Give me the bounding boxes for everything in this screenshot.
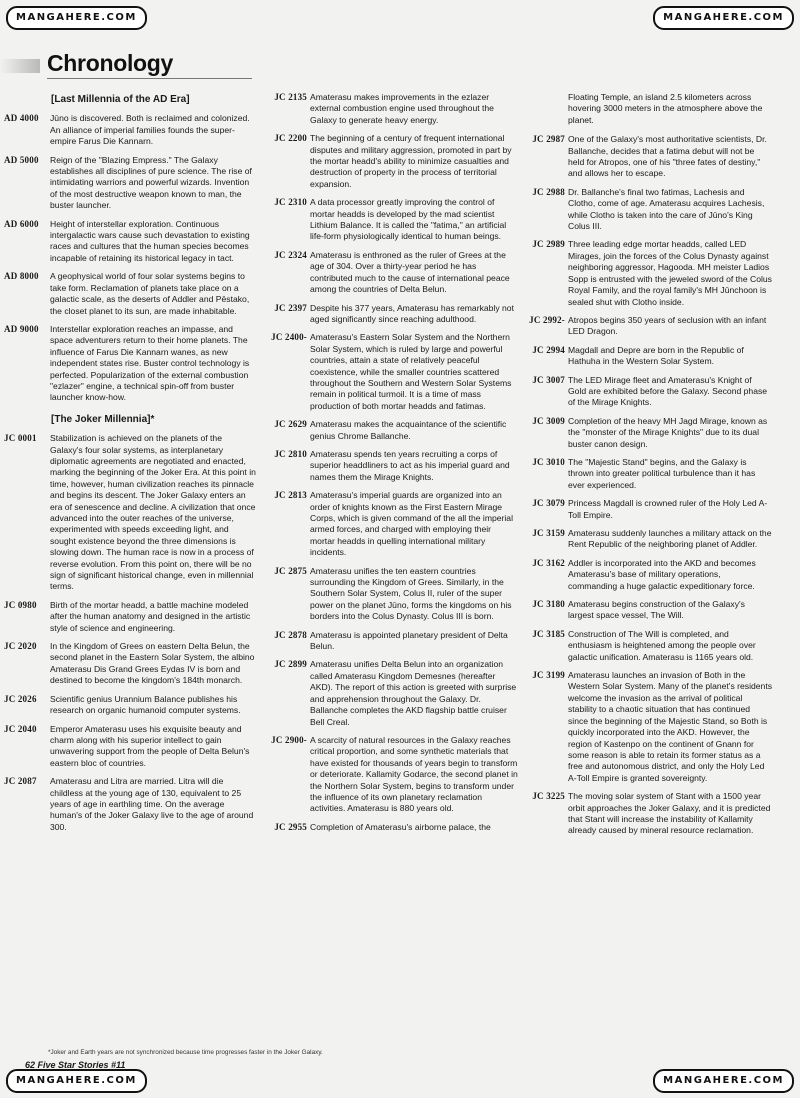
timeline-entry	[4, 271, 256, 317]
entry-year: JC 2989	[532, 239, 565, 250]
entry-year: JC 2813	[274, 490, 307, 501]
entry-year: JC 2875	[274, 565, 307, 576]
entry-text: The moving solar system of Stant with a 1500 year orbit approaches the Joker Galaxy, and it is predicted that Stant will increase the instability of Kallamity already caused by mineral resource reclamation.	[568, 791, 771, 836]
entry-year: JC 2992-	[529, 314, 565, 325]
entry-text: Amaterasu's imperial guards are organized into an order of knights known as the First Eastern Mirage Corps, which is given command of the all the imperial armed forces, and charged with employing their mortar headds in quelling international military incidents.	[310, 490, 513, 558]
watermark-bottom-right: MANGAHERE.COM	[653, 1069, 794, 1093]
entry-text: The beginning of a century of frequent international disputes and military aggression, promoted in part by the mortar headd's ability to minimize casualties and destruction of property in the process of territorial expansion.	[310, 133, 512, 189]
entry-year: AD 8000	[4, 271, 39, 282]
entry-year: JC 2900-	[271, 734, 307, 745]
timeline-entry	[262, 449, 518, 483]
entry-year: JC 0001	[4, 433, 37, 444]
timeline-entry	[520, 670, 772, 784]
entry-year: JC 2994	[532, 344, 565, 355]
entry-year: JC 2987	[532, 134, 565, 145]
timeline-entry	[4, 324, 256, 404]
title-block	[0, 50, 252, 80]
timeline-entry	[4, 600, 256, 634]
section-heading-jc: [The Joker Millennia]*	[51, 413, 155, 425]
entry-year: AD 5000	[4, 154, 39, 165]
page-title: Chronology	[47, 50, 174, 76]
timeline-entry	[262, 735, 518, 815]
entry-text: Construction of The Will is completed, and enthusiasm is heightened among the people over galactic unification. Amaterasu is 1165 years old.	[568, 628, 756, 662]
entry-text: Amaterasu suddenly launches a military attack on the Rent Republic of the neighboring planet of Addler.	[568, 528, 772, 550]
timeline-entry	[520, 791, 772, 837]
jc-entries	[4, 433, 256, 833]
entry-year: JC 2899	[274, 659, 307, 670]
timeline-entry	[4, 433, 256, 593]
entry-text: Amaterasu's Eastern Solar System and the Northern Solar System, which is ruled by large and powerful countries, attain a state of relatively peaceful coexistence, while the smaller countries scattered throughout the Southern and Western Solar Systems remain in political turmoil. It is a time of mass production of both mortar headds and fatimas.	[310, 332, 512, 411]
timeline-entry	[4, 155, 256, 212]
timeline-entry	[520, 375, 772, 409]
column-1	[4, 92, 256, 840]
timeline-entry	[520, 315, 772, 338]
entry-year: JC 3185	[532, 628, 565, 639]
footnote: *Joker and Earth years are not synchronized because time progresses faster in the Joker Galaxy.	[48, 1049, 323, 1056]
entry-year: JC 3180	[532, 599, 565, 610]
timeline-entry	[262, 250, 518, 296]
entry-text: In the Kingdom of Grees on eastern Delta Belun, the second planet in the Eastern Solar System, the albino Amaterasu Dis Grand Grees Eydas IV is born and destined to become the kingdom's 184th monarch.	[50, 641, 255, 686]
entry-year: JC 3225	[532, 791, 565, 802]
timeline-entry	[520, 558, 772, 592]
entry-text: One of the Galaxy's most authoritative scientists, Dr. Ballanche, decides that a fatima debut will not be held for Atropos, one of his "three fates of destiny," and allows her to escape.	[568, 134, 767, 179]
entry-year: JC 2629	[274, 419, 307, 430]
entry-year: JC 2026	[4, 693, 37, 704]
entry-text: Amaterasu unifies Delta Belun into an organization called Amaterasu Kingdom Demesnes (hereafter AKD). The report of this action is greeted with surprise and apprehension throughout the Galaxy. Dr. Ballanche completes the AKD flagship battle cruiser Bell Creal.	[310, 659, 517, 727]
column-3	[520, 92, 772, 844]
timeline-entry	[520, 498, 772, 521]
entry-year: JC 2324	[274, 249, 307, 260]
entry-year: AD 9000	[4, 323, 39, 334]
entry-text: Birth of the mortar headd, a battle machine modeled after the human anatomy and designed in the artistic style of science and engineering.	[50, 599, 251, 633]
entry-year: JC 3159	[532, 528, 565, 538]
entry-year: JC 2020	[4, 641, 37, 652]
ad-entries	[4, 113, 256, 403]
entry-text: Dr. Ballanche's final two fatimas, Lachesis and Clotho, come of age. Amaterasu acquires Lachesis, while Clotho is taken into the care of Jūno's King Colus III.	[568, 186, 765, 232]
entry-text: Addler is incorporated into the AKD and becomes Amaterasu's base of military operations, commanding a huge galactic expeditionary force.	[568, 557, 756, 591]
entry-year: JC 2135	[274, 92, 307, 102]
entry-text: The LED Mirage fleet and Amaterasu's Knight of Gold are exhibited before the Galaxy. Second phase of the Mirage Knights.	[568, 374, 768, 408]
timeline-entry	[520, 629, 772, 663]
entry-text: Emperor Amaterasu uses his exquisite beauty and charm along with his superior intellect to gain unwavering support from the people of Delta Belun's eastern bloc of countries.	[50, 723, 250, 768]
column-2	[262, 92, 518, 840]
entry-year: JC 2810	[274, 448, 307, 459]
entry-year: JC 2878	[274, 629, 307, 640]
timeline-entry	[4, 724, 256, 770]
entry-year: JC 2988	[532, 186, 565, 197]
watermark-top-left: MANGAHERE.COM	[6, 6, 147, 30]
timeline-entry	[520, 187, 772, 233]
entry-year: JC 2040	[4, 723, 37, 734]
entry-text: Three leading edge mortar headds, called LED Mirages, join the forces of the Colus Dynasty against neighboring aggressor, Hagooda. MH meister Ladios Sopp is entrusted with the jeweled sword of the Colus Royal Family, and the royal family's MH Jūnchoon is sealed shut with Clotho inside.	[568, 239, 772, 307]
timeline-entry	[262, 630, 518, 653]
timeline-entry	[520, 416, 772, 450]
timeline-entry	[262, 419, 518, 442]
entry-year: JC 2200	[274, 133, 307, 144]
timeline-entry	[520, 528, 772, 551]
entry-year: JC 3079	[532, 498, 565, 509]
entry-text: Amaterasu begins construction of the Galaxy's largest space vessel, The Will.	[568, 599, 745, 621]
entry-year: JC 2400-	[271, 332, 307, 343]
timeline-entry	[262, 566, 518, 623]
entry-text: Princess Magdall is crowned ruler of the Holy Led A-Toll Empire.	[568, 498, 768, 520]
entry-text: A geophysical world of four solar systems begins to take form. Reclamation of planets take place on a galactic scale, as the deserts of Addler and Pēstako, the closet planet to its sun, are made inhabitable.	[50, 271, 250, 316]
entry-year: JC 3009	[532, 415, 565, 426]
timeline-entry	[4, 776, 256, 833]
timeline-entry	[4, 694, 256, 717]
entry-text: Stabilization is achieved on the planets of the Galaxy's four solar systems, as interplanetary diplomatic agreements are negotiated and enacted, marking the beginning of the Joker Era. At this point in time, however, human civilization reaches its pinnacle and begins its descent. The Joker Galaxy enters an era of senescence and decline. A civilization that once advanced into the outer reaches of the universe, experimented with speeds exceeding light, and sought existence beyond the three dimensions is slowing down. The human race is now in a process of reverse evolution. From this point on, there will be no sign of significant historical change, even in millennial terms.	[50, 433, 256, 592]
entry-year: JC 3010	[532, 456, 565, 467]
entry-text: A scarcity of natural resources in the Galaxy reaches critical proportion, and some synthetic materials that have existed for thousands of years begin to transform or deteriorate. Kallamity Godarce, the second planet in the Northern Solar System, begins to transform under the influence of its own planetary reclamation activities. Amaterasu is 880 years old.	[310, 734, 518, 814]
entry-text: Amaterasu is enthroned as the ruler of Grees at the age of 304. Over a thirty-year period he has contributed much to the cause of international peace among the countries of Delta Belun.	[310, 249, 510, 295]
entry-text: Height of interstellar exploration. Continuous intergalactic wars cause such devastation to existing races and cultures that the human species becomes incapable of retaining its historical legacy in tact.	[50, 218, 250, 263]
timeline-entry	[262, 92, 518, 126]
entry-text: Completion of Amaterasu's airborne palace, the	[310, 821, 491, 832]
timeline-entry	[4, 219, 256, 265]
entry-year: JC 2397	[274, 302, 307, 313]
entry-text: Interstellar exploration reaches an impasse, and space adventurers return to their home planets. The influence of Farus Die Kannarn wanes, as new independent states rise. Buster control technology is perfected. Popularization of the external combustion "ezlazer" engine, a technical spin-off from buster launcher know-how.	[50, 323, 250, 403]
timeline-entry	[520, 457, 772, 491]
entry-text: Amaterasu spends ten years recruiting a corps of superior headdliners to act as his imperial guard and names them the Mirage Knights.	[310, 448, 510, 482]
timeline-entry	[520, 599, 772, 622]
entry-text: Amaterasu makes the acquaintance of the scientific genius Chrome Ballanche.	[310, 419, 507, 441]
watermark-top-right: MANGAHERE.COM	[653, 6, 794, 30]
entry-year: JC 2310	[274, 197, 307, 208]
timeline-entry	[520, 134, 772, 180]
entry-text: Jūno is discovered. Both is reclaimed and colonized. An alliance of imperial families founds the super-empire Farus Die Kannarn.	[50, 113, 250, 147]
timeline-entry	[520, 239, 772, 307]
entry-text: Magdall and Depre are born in the Republic of Hathuha in the Western Solar System.	[568, 344, 744, 367]
entry-year: JC 3199	[532, 670, 565, 681]
entry-text: The "Majestic Stand" begins, and the Galaxy is thrown into greater political turbulence than it has ever experienced.	[568, 456, 756, 490]
entry-year: AD 6000	[4, 218, 39, 229]
page-number: 62 Five Star Stories #11	[25, 1060, 126, 1070]
timeline-entry	[520, 345, 772, 368]
entry-text: Despite his 377 years, Amaterasu has remarkably not aged significantly since reaching adulthood.	[310, 302, 514, 324]
timeline-entry	[262, 490, 518, 558]
entry-text: Completion of the heavy MH Jagd Mirage, known as the "monster of the Mirage Knights" due to its dual buster canon design.	[568, 415, 768, 449]
entry-text: Amaterasu unifies the ten eastern countries surrounding the Kingdom of Grees. Similarly, in the Southern Solar System, Colus II, ruler of the super power on the planet Jūno, forms the kingdoms on his borders into the Colus Dynasty. Colus III is born.	[310, 565, 512, 622]
entry-text: Scientific genius Urannium Balance publishes his research on organic humanoid computer systems.	[50, 693, 241, 716]
section-heading-ad: [Last Millennia of the AD Era]	[51, 94, 190, 105]
title-underline	[47, 78, 252, 79]
entry-year: JC 3162	[532, 557, 565, 568]
title-accent-bar	[0, 59, 40, 73]
entry-year: JC 3007	[532, 374, 565, 385]
entry-text: Amaterasu and Litra are married. Litra will die childless at the young age of 130, equivalent to 25 years of age in earthling time. On the average human's of the Joker Galaxy live to the age of around 300.	[50, 776, 254, 832]
timeline-entry	[262, 303, 518, 326]
continued-entry: Floating Temple, an island 2.5 kilometers across hovering 3000 meters in the atmosphere above the planet.	[568, 92, 763, 125]
entry-year: JC 0980	[4, 599, 37, 610]
timeline-entry	[262, 822, 518, 833]
entry-text: Amaterasu launches an invasion of Both in the Western Solar System. Many of the planet's residents welcome the invasion as the arrival of political stability to a chaotic situation that has continued since the beginning of the Majestic Stand, so Both is quickly incorporated into the AKD. However, the region of Kastenpo on the continent of Gnann for some reason is able to retain its former status as a free and autonomous district, and only the Holy Led A-Toll Empire is granted sovereignty.	[568, 670, 773, 783]
entry-year: AD 4000	[4, 113, 39, 124]
entry-text: A data processor greatly improving the control of mortar headds is developed by the mad scientist Lithium Balance. It is called the "fatima," an artificial life-form physiologically identical to human beings.	[310, 197, 507, 242]
column-2-entries	[262, 92, 518, 833]
entry-text: Amaterasu is appointed planetary president of Delta Belun.	[310, 629, 508, 652]
column-3-entries	[520, 134, 772, 837]
timeline-entry	[262, 197, 518, 243]
timeline-entry	[262, 133, 518, 190]
timeline-entry	[4, 641, 256, 687]
entry-text: Reign of the "Blazing Empress." The Galaxy establishes all disciplines of pure science. The rise of intimidating warriors and powerful wizards. Invention of the most destructive weapon known to man, the buster launcher.	[50, 154, 252, 211]
entry-text: Amaterasu makes improvements in the ezlazer external combustion engine used throughout the Galaxy to generate heavy energy.	[310, 92, 494, 125]
entry-year: JC 2087	[4, 776, 37, 787]
timeline-entry	[262, 659, 518, 727]
entry-text: Atropos begins 350 years of seclusion with an infant LED Dragon.	[568, 314, 767, 337]
timeline-entry	[262, 332, 518, 412]
entry-year: JC 2955	[274, 821, 307, 832]
watermark-bottom-left: MANGAHERE.COM	[6, 1069, 147, 1093]
timeline-entry	[4, 113, 256, 147]
